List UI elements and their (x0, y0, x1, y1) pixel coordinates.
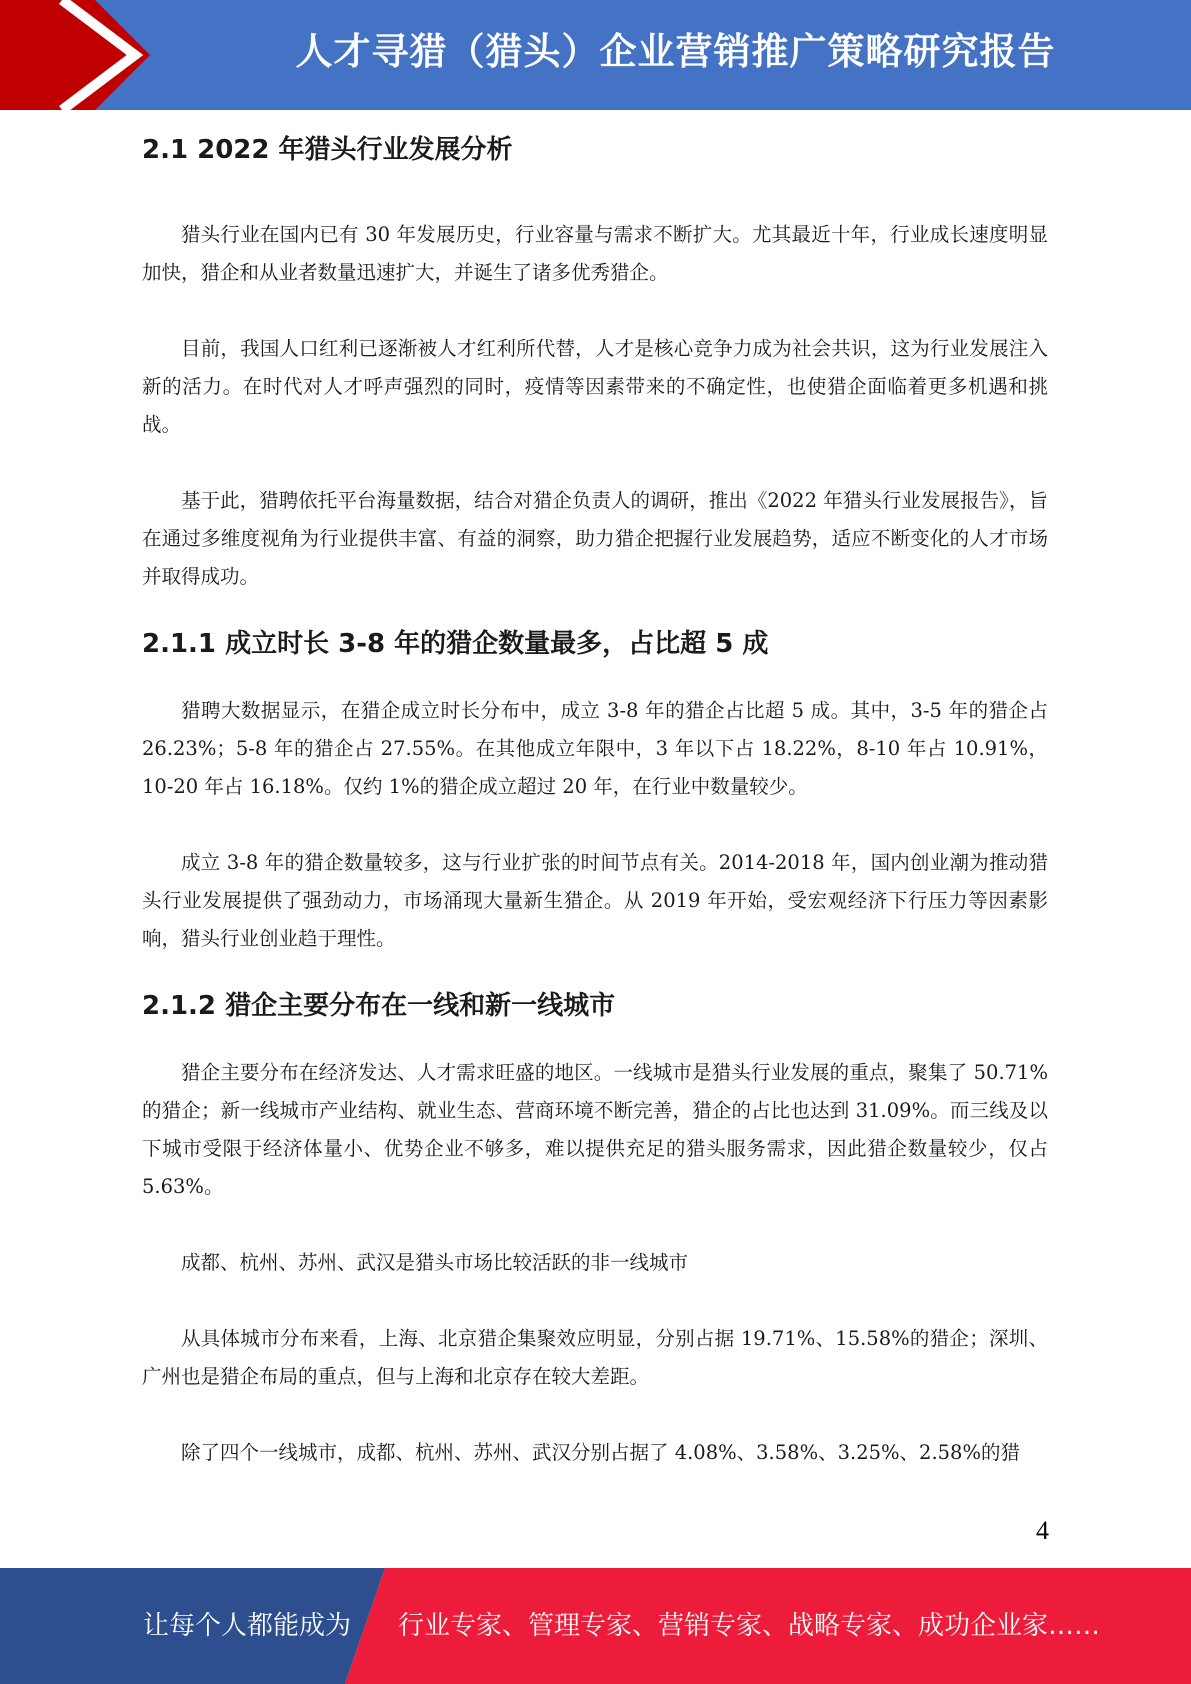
paragraph: 猎聘大数据显示，在猎企成立时长分布中，成立 3-8 年的猎企占比超 5 成。其中，3-5 年的猎企占 26.23%；5-8 年的猎企占 27.55%。在其他成立年限中，3 年以下占 18.22%，8-10 年占 10.91%，10-20 年占 16.18%。仅约 1%的猎企成立超过 20 年，在行业中数量较少。 (142, 699, 1048, 798)
footer-slogan-left: 让每个人都能成为 (143, 1611, 352, 1641)
subsection-heading: 2.1.1 成立时长 3-8 年的猎企数量最多，占比超 5 成 (142, 629, 769, 659)
paragraph: 猎企主要分布在经济发达、人才需求旺盛的地区。一线城市是猎头行业发展的重点，聚集了 50.71%的猎企；新一线城市产业结构、就业生态、营商环境不断完善，猎企的占比也达到 31.09%。而三线及以下城市受限于经济体量小、优势企业不够多，难以提供充足的猎头服务需求，因此猎企数量较少，仅占 5.63%。 (142, 1061, 1048, 1198)
paragraph: 成都、杭州、苏州、武汉是猎头市场比较活跃的非一线城市 (181, 1251, 689, 1274)
page-number: 4 (1036, 1516, 1049, 1545)
paragraph: 除了四个一线城市，成都、杭州、苏州、武汉分别占据了 4.08%、3.58%、3.25%、2.58%的猎 (181, 1441, 1020, 1464)
paragraph: 目前，我国人口红利已逐渐被人才红利所代替，人才是核心竞争力成为社会共识，这为行业发展注入新的活力。在时代对人才呼声强烈的同时，疫情等因素带来的不确定性，也使猎企面临着更多机遇和挑战。 (142, 337, 1048, 436)
paragraph: 猎头行业在国内已有 30 年发展历史，行业容量与需求不断扩大。尤其最近十年，行业成长速度明显加快，猎企和从业者数量迅速扩大，并诞生了诸多优秀猎企。 (142, 223, 1048, 284)
paragraph: 从具体城市分布来看，上海、北京猎企集聚效应明显，分别占据 19.71%、15.58%的猎企；深圳、广州也是猎企布局的重点，但与上海和北京存在较大差距。 (142, 1327, 1048, 1388)
section-heading: 2.1 2022 年猎头行业发展分析 (142, 135, 513, 165)
paragraph: 成立 3-8 年的猎企数量较多，这与行业扩张的时间节点有关。2014-2018 年，国内创业潮为推动猎头行业发展提供了强劲动力，市场涌现大量新生猎企。从 2019 年开始，受宏观经济下行压力等因素影响，猎头行业创业趋于理性。 (142, 851, 1048, 950)
page-header (0, 0, 1191, 110)
page-content (142, 122, 1048, 1472)
page-footer (0, 1568, 1191, 1684)
footer-slogan-right: 行业专家、管理专家、营销专家、战略专家、成功企业家…… (398, 1611, 1101, 1641)
document-title: 人才寻猎（猎头）企业营销推广策略研究报告 (295, 30, 1056, 73)
paragraph: 基于此，猎聘依托平台海量数据，结合对猎企负责人的调研，推出《2022 年猎头行业发展报告》，旨在通过多维度视角为行业提供丰富、有益的洞察，助力猎企把握行业发展趋势，适应不断变化的人才市场并取得成功。 (142, 489, 1048, 588)
subsection-heading: 2.1.2 猎企主要分布在一线和新一线城市 (142, 991, 616, 1021)
